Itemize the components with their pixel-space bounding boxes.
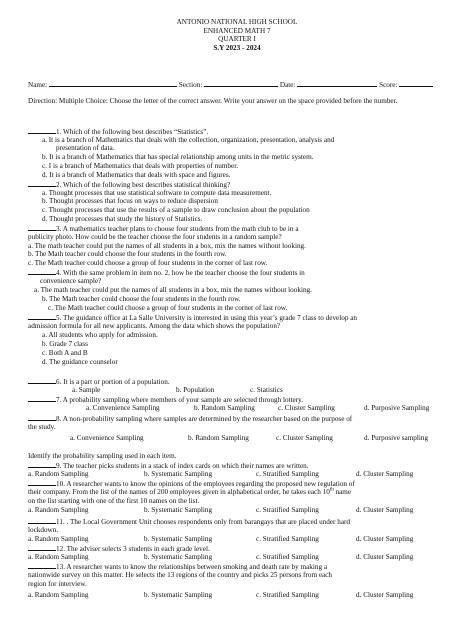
question-2-stem: 2. Which of the following best describes statistical thinking?: [56, 181, 231, 189]
question-2: [28, 180, 230, 189]
question-11: [28, 517, 350, 526]
q1-option-a-cont: presentation of data.: [56, 144, 115, 152]
q4-option-c: c. The Math teacher could choose a group of four students in the corner of last row.: [48, 304, 288, 312]
answer-blank-10[interactable]: [28, 479, 56, 486]
q1-option-b: b. It is a branch of Mathematics that has special relationship among units in the metric system.: [42, 153, 314, 161]
question-12-stem: 12. The adviser selects 3 students in each grade level.: [56, 545, 210, 553]
q11-option-a: a. Random Sampling: [28, 535, 89, 543]
question-7-stem: 7. A probability sampling where members of your sample are selected through lottery.: [56, 396, 304, 404]
q11-option-c: c. Stratified Sampling: [256, 535, 319, 543]
q2-option-a: a. Thought processes that use statistical software to compute data measurement.: [42, 189, 272, 197]
subject-title: ENHANCED MATH 7: [203, 26, 271, 35]
q9-option-c: c. Stratified Sampling: [256, 470, 319, 478]
q12-option-a: a. Random Sampling: [28, 553, 89, 561]
q13-option-a: a. Random Sampling: [28, 591, 89, 599]
question-10-stem-part: their company. From the list of the names of 200 employees given in alphabetical order, he takes each 10: [28, 488, 330, 496]
q13-option-d: d. Cluster Sampling: [356, 591, 414, 599]
q13-option-b: b. Systematic Sampling: [144, 591, 213, 599]
answer-blank-12[interactable]: [28, 544, 56, 551]
q6-option-c: c. Statistics: [250, 386, 283, 394]
q2-option-b: b. Thought processes that focus on ways to reduce dispersion: [42, 197, 218, 205]
q3-option-c: c. The Math teacher could choose a group of four students in the corner of last row.: [28, 259, 268, 267]
answer-blank-11[interactable]: [28, 517, 56, 524]
question-9-stem: 9. The teacher picks students in a stack of index cards on which their names are written.: [56, 462, 309, 470]
question-10-stem-cont2: on the list starting with one of the first 10 names on the list.: [28, 497, 200, 505]
q12-option-d: d. Cluster Sampling: [356, 553, 414, 561]
q4-option-a: a. The math teacher could put the names of all students in a box, mix the names without looking.: [34, 286, 312, 294]
answer-blank-13[interactable]: [28, 562, 56, 569]
answer-blank-3[interactable]: [28, 224, 56, 231]
q7-option-b: b. Random Sampling: [194, 404, 255, 412]
q1-option-d: d. It is a branch of Mathematics that deals with space and figures.: [42, 171, 231, 179]
document-header: [0, 18, 474, 52]
q8-option-c: c. Cluster Sampling: [276, 434, 333, 442]
q10-option-b: b. Systematic Sampling: [144, 506, 213, 514]
q2-option-d: d. Thought processes that study the history of Statistics.: [42, 215, 203, 223]
question-5: [28, 313, 357, 322]
q12-option-b: b. Systematic Sampling: [144, 553, 213, 561]
q5-option-a: a. All students who apply for admission.: [42, 331, 158, 339]
q13-option-c: c. Stratified Sampling: [256, 591, 319, 599]
q8-option-d: d. Purposive sampling: [364, 434, 429, 442]
section-field[interactable]: [204, 80, 278, 87]
directions: Direction: Multiple Choice: Choose the letter of the correct answer. Write your answer on the space provided before the number.: [28, 97, 398, 105]
q9-option-b: b. Systematic Sampling: [144, 470, 213, 478]
question-1: [28, 127, 208, 136]
question-3-stem: 3. A mathematics teacher plans to choose four students from the math club to be in a: [56, 225, 299, 233]
answer-blank-7[interactable]: [28, 395, 56, 402]
question-4: [28, 268, 305, 277]
q11-option-b: b. Systematic Sampling: [144, 535, 213, 543]
name-label: Name:: [28, 81, 48, 89]
school-name: ANTONIO NATIONAL HIGH SCHOOL: [176, 18, 298, 26]
question-4-stem: 4. With the same problem in item no. 2, how be the teacher choose the four students in: [56, 269, 305, 277]
question-9: [28, 461, 309, 470]
question-10-stem: 10. A researcher wants to know the opinions of the employees regarding the proposed new regulation of: [56, 480, 355, 488]
q5-option-d: d. The guidance counselor: [42, 358, 118, 366]
date-label: Date:: [279, 81, 296, 89]
question-8-stem: 8. A non-probability sampling where samples are determined by the researcher based on the purpose of: [56, 415, 353, 423]
date-field[interactable]: [297, 80, 377, 87]
q10-option-a: a. Random Sampling: [28, 506, 89, 514]
answer-blank-9[interactable]: [28, 461, 56, 468]
ordinal-suffix: th: [329, 487, 334, 493]
question-6-stem: 6. It is a part or portion of a population.: [56, 378, 170, 386]
question-3: [28, 224, 299, 233]
question-13-stem: 13. A researcher wants to know the relationships between smoking and death rate by making a: [56, 563, 328, 571]
question-5-stem-cont: admission formula for all new applicants. Among the data which shows the population?: [28, 322, 281, 330]
q4-option-b: b. The Math teacher could choose the four students in the fourth row.: [42, 295, 241, 303]
answer-blank-1[interactable]: [28, 127, 56, 134]
section-heading-identify: Identify the probability sampling used in each item.: [28, 452, 177, 460]
answer-blank-8[interactable]: [28, 414, 56, 421]
q3-option-a: a. The math teacher could put the names of all students in a box, mix the names without looking.: [28, 242, 306, 250]
q10-option-c: c. Stratified Sampling: [256, 506, 319, 514]
q9-option-d: d. Cluster Sampling: [356, 470, 414, 478]
q1-option-a: a. It is a branch of Mathematics that deals with the collection, organization, presentation, analysis and: [42, 136, 335, 144]
name-field[interactable]: [49, 80, 177, 87]
answer-blank-6[interactable]: [28, 377, 56, 384]
score-field[interactable]: [399, 80, 433, 87]
question-11-stem: 11. . The Local Government Unit chooses respondents only from barangays that are placed under hard: [56, 518, 350, 526]
q3-option-b: b. The Math teacher could choose the four students in the fourth row.: [28, 250, 227, 258]
q7-option-d: d. Purposive Sampling: [364, 404, 430, 412]
q5-option-c: c. Both A and B: [42, 349, 88, 357]
q8-option-b: b. Random Sampling: [188, 434, 249, 442]
student-info-line: [28, 80, 433, 89]
question-5-stem: 5. The guidance office at La Salle University is interested in using this year’s grade 7 class to develop an: [56, 314, 357, 322]
answer-blank-5[interactable]: [28, 313, 56, 320]
question-13-stem-cont: nationwide survey on this matter. He selects the 13 regions of the country and picks 25 persons from each: [28, 571, 332, 579]
question-1-stem: 1. Which of the following best describes “Statistics”.: [56, 128, 209, 136]
question-3-stem-cont: publicity photo. How could be the teacher choose the four students in a random sample?: [28, 233, 282, 241]
q7-option-a: a. Convenience Sampling: [86, 404, 160, 412]
q1-option-c: c. I is a branch of Mathematics that deals with properties of number.: [42, 162, 238, 170]
question-7: [28, 395, 303, 404]
quarter-label: QUARTER I: [218, 35, 256, 44]
question-13: [28, 562, 327, 571]
section-label: Section:: [178, 81, 203, 89]
question-8-stem-cont: the study.: [28, 423, 56, 431]
answer-blank-2[interactable]: [28, 180, 56, 187]
question-13-stem-cont2: region for interview.: [28, 580, 87, 588]
q6-option-a: a. Sample: [72, 386, 101, 394]
question-10-stem-cont: [28, 488, 351, 496]
question-6: [28, 377, 170, 386]
answer-blank-4[interactable]: [28, 268, 56, 275]
question-10: [28, 479, 355, 488]
question-12: [28, 544, 210, 553]
q6-option-b: b. Population: [176, 386, 215, 394]
q7-option-c: c. Cluster Sampling: [278, 404, 335, 412]
question-10-stem-part: name: [333, 488, 352, 496]
q11-option-d: d. Cluster Sampling: [356, 535, 414, 543]
q8-option-a: a. Convenience Sampling: [70, 434, 144, 442]
q5-option-b: b. Grade 7 class: [42, 340, 88, 348]
score-label: Score:: [379, 81, 398, 89]
question-4-stem-cont: convenience sample?: [40, 277, 102, 285]
q9-option-a: a. Random Sampling: [28, 470, 89, 478]
school-year: S.Y 2023 - 2024: [213, 43, 261, 52]
question-11-stem-cont: lockdown.: [28, 526, 59, 534]
question-8: [28, 414, 352, 423]
q2-option-c: c. Thought processes that use the results of a sample to draw conclusion about the population: [42, 206, 310, 214]
q10-option-d: d. Cluster Sampling: [356, 506, 414, 514]
q12-option-c: c. Stratified Sampling: [256, 553, 319, 561]
